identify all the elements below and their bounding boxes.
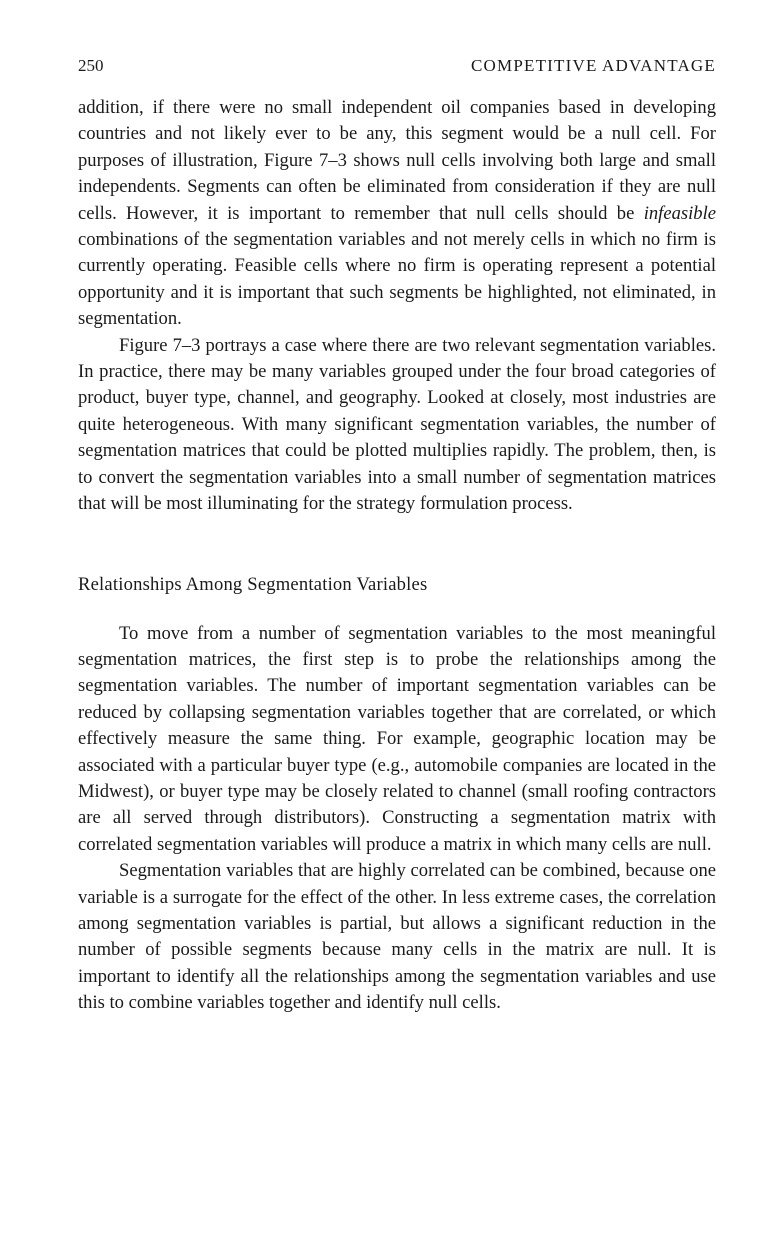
- book-page: [78, 54, 716, 1017]
- paragraph-continued: [78, 95, 716, 333]
- paragraph-text: addition, if there were no small independent oil companies based in developing countries and not likely ever to be any, this segment would be a null cell. For purposes of illustration, Figure 7–3 shows null cells involving both large and small independents. Segments can often be eliminated from consideration if they are null cells. However, it is important to remember that null cells should be: [78, 97, 716, 224]
- paragraph: To move from a number of segmentation variables to the most meaningful segmentation matrices, the first step is to probe the relationships among the segmentation variables. The number of important segmentation variables can be reduced by collapsing segmentation variables together that are correlated, or which effectively measure the same thing. For example, geographic location may be associated with a particular buyer type (e.g., automobile companies are located in the Midwest), or buyer type may be closely related to channel (small roofing contractors are all served through distributors). Constructing a segmentation matrix with correlated segmentation variables will produce a matrix in which many cells are null.: [78, 622, 716, 855]
- running-head: [78, 54, 716, 78]
- section-heading: Relationships Among Segmentation Variables: [78, 573, 428, 595]
- running-title: COMPETITIVE ADVANTAGE: [471, 56, 716, 75]
- body-text: [78, 95, 716, 1017]
- paragraph: Figure 7–3 portrays a case where there are two relevant segmentation variables. In practice, there may be many variables grouped under the four broad categories of product, buyer type, channel, and geography. Looked at closely, most industries are quite heterogeneous. With many significant segmentation variables, the number of segmentation matrices that could be plotted multiplies rapidly. The problem, then, is to convert the segmentation variables into a small number of segmentation matrices that will be most illuminating for the strategy formulation process.: [78, 334, 716, 515]
- section-body: [78, 621, 716, 1017]
- page-number: 250: [78, 56, 104, 75]
- paragraph: Segmentation variables that are highly correlated can be combined, because one variable is a surrogate for the effect of the other. In less extreme cases, the correlation among segmentation variables is partial, but allows a significant reduction in the number of possible segments because many cells in the matrix are null. It is important to identify all the relationships among the segmentation variables and use this to combine variables together and identify null cells.: [78, 860, 716, 1014]
- emphasis-text: infeasible: [643, 202, 716, 224]
- paragraph-text: combinations of the segmentation variables and not merely cells in which no firm is currently operating. Feasible cells where no firm is operating represent a potential opportunity and it is important that such segments be highlighted, not eliminated, in segmentation.: [78, 229, 716, 330]
